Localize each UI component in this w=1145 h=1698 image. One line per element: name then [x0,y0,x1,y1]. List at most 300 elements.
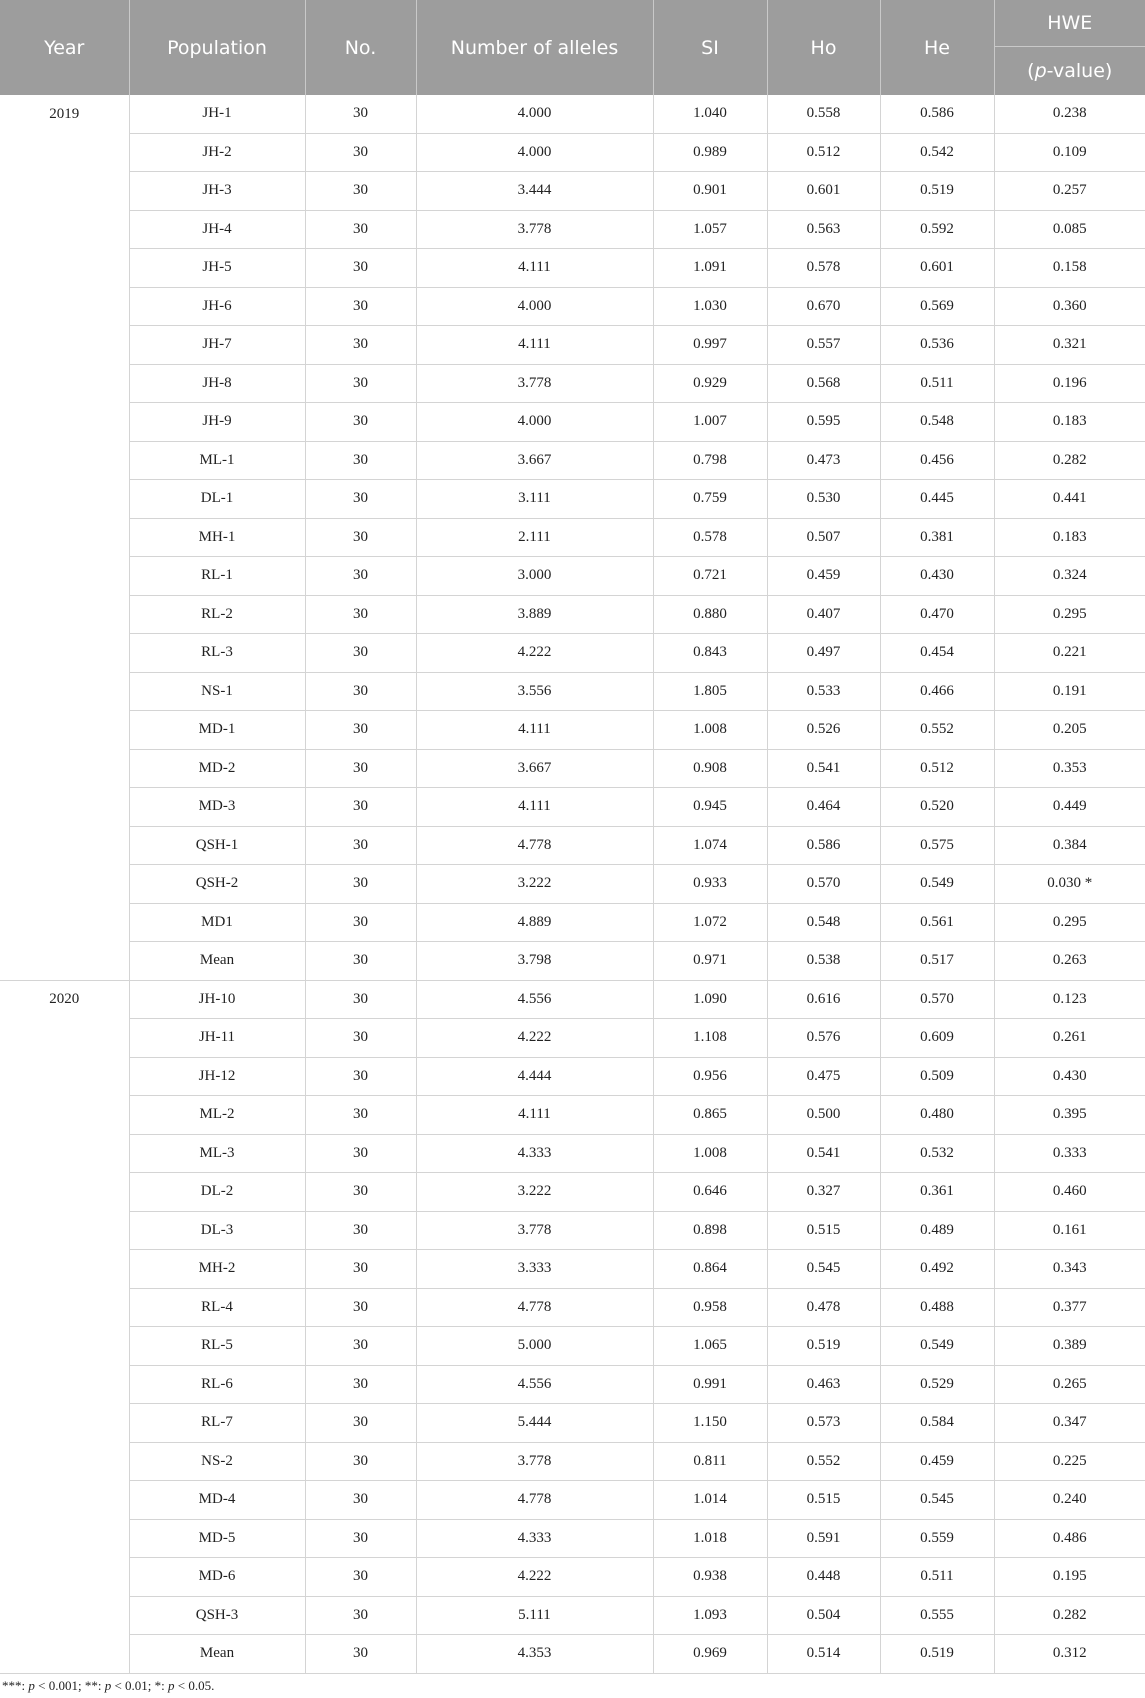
cell-population: JH-5 [129,249,305,288]
cell-ho: 0.586 [767,826,880,865]
cell-number-of-alleles: 4.000 [416,133,653,172]
cell-hwe: 0.295 [994,595,1145,634]
cell-he: 0.532 [880,1134,994,1173]
cell-no: 30 [305,1211,416,1250]
cell-hwe: 0.395 [994,1096,1145,1135]
cell-year [0,403,129,442]
cell-population: MD-6 [129,1558,305,1597]
cell-population: NS-1 [129,672,305,711]
cell-number-of-alleles: 4.778 [416,1288,653,1327]
table-row [0,1519,1145,1558]
cell-year [0,1404,129,1443]
cell-he: 0.470 [880,595,994,634]
cell-he: 0.512 [880,749,994,788]
cell-year [0,364,129,403]
cell-population: QSH-1 [129,826,305,865]
table-row [0,826,1145,865]
cell-year [0,172,129,211]
cell-he: 0.555 [880,1596,994,1635]
cell-year [0,1596,129,1635]
cell-year [0,1481,129,1520]
cell-population: QSH-3 [129,1596,305,1635]
cell-year [0,1057,129,1096]
cell-hwe: 0.389 [994,1327,1145,1366]
cell-si: 0.969 [653,1635,767,1674]
cell-number-of-alleles: 3.667 [416,441,653,480]
table-row [0,749,1145,788]
table-row [0,1211,1145,1250]
cell-ho: 0.459 [767,557,880,596]
cell-number-of-alleles: 3.111 [416,480,653,519]
cell-population: RL-7 [129,1404,305,1443]
cell-hwe: 0.221 [994,634,1145,673]
cell-number-of-alleles: 4.778 [416,1481,653,1520]
cell-hwe: 0.191 [994,672,1145,711]
table-row [0,1096,1145,1135]
table-body [0,95,1145,1673]
table-row [0,942,1145,981]
cell-he: 0.536 [880,326,994,365]
cell-hwe: 0.282 [994,441,1145,480]
cell-ho: 0.568 [767,364,880,403]
table-row [0,326,1145,365]
cell-ho: 0.512 [767,133,880,172]
cell-year [0,287,129,326]
header-number-of-alleles: Number of alleles [416,0,653,95]
cell-ho: 0.473 [767,441,880,480]
cell-year [0,480,129,519]
cell-hwe: 0.158 [994,249,1145,288]
cell-si: 1.065 [653,1327,767,1366]
table-header [0,0,1145,95]
cell-year [0,749,129,788]
cell-no: 30 [305,249,416,288]
cell-year [0,1327,129,1366]
footnote-text-4: < 0.05. [174,1677,215,1693]
cell-no: 30 [305,634,416,673]
cell-population: JH-6 [129,287,305,326]
cell-ho: 0.670 [767,287,880,326]
cell-ho: 0.475 [767,1057,880,1096]
cell-population: JH-1 [129,95,305,133]
cell-hwe: 0.196 [994,364,1145,403]
cell-year [0,1288,129,1327]
cell-population: RL-4 [129,1288,305,1327]
table-row [0,1288,1145,1327]
cell-ho: 0.591 [767,1519,880,1558]
cell-he: 0.361 [880,1173,994,1212]
cell-year [0,711,129,750]
cell-he: 0.559 [880,1519,994,1558]
cell-year [0,1519,129,1558]
cell-si: 1.007 [653,403,767,442]
table-row [0,672,1145,711]
cell-si: 0.901 [653,172,767,211]
table-row [0,1558,1145,1597]
cell-year [0,441,129,480]
cell-hwe: 0.263 [994,942,1145,981]
cell-no: 30 [305,403,416,442]
footnote-text-1: ***: [2,1677,29,1693]
cell-year [0,826,129,865]
cell-population: ML-2 [129,1096,305,1135]
cell-si: 1.030 [653,287,767,326]
cell-population: MD1 [129,903,305,942]
cell-ho: 0.578 [767,249,880,288]
cell-year [0,903,129,942]
cell-population: JH-9 [129,403,305,442]
table-row [0,287,1145,326]
cell-hwe: 0.183 [994,518,1145,557]
cell-population: QSH-2 [129,865,305,904]
cell-no: 30 [305,1635,416,1674]
cell-ho: 0.464 [767,788,880,827]
cell-population: MD-4 [129,1481,305,1520]
table-row [0,557,1145,596]
cell-number-of-alleles: 4.111 [416,249,653,288]
cell-ho: 0.448 [767,1558,880,1597]
cell-si: 1.014 [653,1481,767,1520]
cell-no: 30 [305,826,416,865]
cell-ho: 0.515 [767,1481,880,1520]
cell-population: RL-2 [129,595,305,634]
cell-year [0,1173,129,1212]
cell-he: 0.511 [880,1558,994,1597]
cell-he: 0.489 [880,1211,994,1250]
cell-no: 30 [305,1365,416,1404]
cell-he: 0.542 [880,133,994,172]
cell-population: MH-2 [129,1250,305,1289]
cell-year [0,788,129,827]
cell-si: 0.798 [653,441,767,480]
cell-no: 30 [305,1596,416,1635]
cell-si: 0.938 [653,1558,767,1597]
cell-si: 1.090 [653,980,767,1019]
cell-hwe: 0.377 [994,1288,1145,1327]
cell-si: 1.093 [653,1596,767,1635]
cell-si: 0.991 [653,1365,767,1404]
cell-hwe: 0.123 [994,980,1145,1019]
footnote-p-3: p [168,1677,175,1693]
table-row [0,1250,1145,1289]
cell-he: 0.569 [880,287,994,326]
cell-population: JH-8 [129,364,305,403]
cell-ho: 0.548 [767,903,880,942]
cell-no: 30 [305,1481,416,1520]
cell-no: 30 [305,1519,416,1558]
cell-number-of-alleles: 4.111 [416,1096,653,1135]
cell-si: 0.933 [653,865,767,904]
cell-number-of-alleles: 4.222 [416,1019,653,1058]
cell-population: JH-2 [129,133,305,172]
header-population: Population [129,0,305,95]
cell-hwe: 0.353 [994,749,1145,788]
cell-si: 0.865 [653,1096,767,1135]
cell-ho: 0.327 [767,1173,880,1212]
cell-number-of-alleles: 5.111 [416,1596,653,1635]
cell-number-of-alleles: 4.000 [416,95,653,133]
cell-hwe: 0.295 [994,903,1145,942]
cell-ho: 0.514 [767,1635,880,1674]
cell-number-of-alleles: 3.444 [416,172,653,211]
cell-si: 0.578 [653,518,767,557]
cell-no: 30 [305,172,416,211]
cell-year [0,634,129,673]
table-row [0,788,1145,827]
cell-he: 0.549 [880,1327,994,1366]
cell-number-of-alleles: 4.222 [416,634,653,673]
cell-ho: 0.500 [767,1096,880,1135]
cell-no: 30 [305,1173,416,1212]
cell-ho: 0.519 [767,1327,880,1366]
cell-si: 1.091 [653,249,767,288]
cell-number-of-alleles: 4.353 [416,1635,653,1674]
cell-ho: 0.478 [767,1288,880,1327]
cell-si: 1.072 [653,903,767,942]
footnote-text-2: < 0.001; **: [34,1677,105,1693]
cell-ho: 0.616 [767,980,880,1019]
footnote [0,1674,1145,1694]
table-row [0,1365,1145,1404]
table-row [0,1404,1145,1443]
table-row [0,1019,1145,1058]
cell-number-of-alleles: 4.222 [416,1558,653,1597]
cell-si: 0.958 [653,1288,767,1327]
cell-si: 1.018 [653,1519,767,1558]
cell-no: 30 [305,133,416,172]
table-row [0,1327,1145,1366]
cell-no: 30 [305,1327,416,1366]
table-row [0,249,1145,288]
cell-number-of-alleles: 3.778 [416,1211,653,1250]
cell-he: 0.509 [880,1057,994,1096]
cell-si: 0.843 [653,634,767,673]
cell-hwe: 0.430 [994,1057,1145,1096]
cell-no: 30 [305,1096,416,1135]
cell-ho: 0.541 [767,1134,880,1173]
cell-number-of-alleles: 3.222 [416,865,653,904]
cell-population: JH-12 [129,1057,305,1096]
cell-he: 0.520 [880,788,994,827]
cell-no: 30 [305,1057,416,1096]
cell-hwe: 0.347 [994,1404,1145,1443]
table-row [0,595,1145,634]
cell-hwe: 0.384 [994,826,1145,865]
cell-si: 1.057 [653,210,767,249]
cell-hwe: 0.183 [994,403,1145,442]
cell-hwe: 0.085 [994,210,1145,249]
cell-he: 0.430 [880,557,994,596]
cell-he: 0.529 [880,1365,994,1404]
cell-number-of-alleles: 5.000 [416,1327,653,1366]
cell-year [0,133,129,172]
cell-year [0,1442,129,1481]
cell-hwe: 0.360 [994,287,1145,326]
cell-si: 0.646 [653,1173,767,1212]
cell-no: 30 [305,518,416,557]
cell-si: 1.074 [653,826,767,865]
table-row [0,1442,1145,1481]
cell-he: 0.592 [880,210,994,249]
cell-population: JH-3 [129,172,305,211]
cell-number-of-alleles: 4.333 [416,1519,653,1558]
cell-number-of-alleles: 4.000 [416,403,653,442]
table-row [0,210,1145,249]
cell-year: 2019 [0,95,129,133]
cell-hwe: 0.195 [994,1558,1145,1597]
cell-number-of-alleles: 4.556 [416,1365,653,1404]
cell-si: 0.929 [653,364,767,403]
cell-ho: 0.558 [767,95,880,133]
cell-si: 0.759 [653,480,767,519]
cell-population: MD-2 [129,749,305,788]
cell-si: 1.008 [653,1134,767,1173]
cell-no: 30 [305,711,416,750]
cell-no: 30 [305,1250,416,1289]
cell-no: 30 [305,95,416,133]
cell-hwe: 0.486 [994,1519,1145,1558]
cell-number-of-alleles: 4.111 [416,711,653,750]
cell-si: 0.864 [653,1250,767,1289]
cell-hwe: 0.225 [994,1442,1145,1481]
cell-population: DL-1 [129,480,305,519]
header-no: No. [305,0,416,95]
cell-si: 0.721 [653,557,767,596]
table-row [0,865,1145,904]
cell-ho: 0.557 [767,326,880,365]
cell-ho: 0.526 [767,711,880,750]
cell-si: 0.908 [653,749,767,788]
cell-number-of-alleles: 4.444 [416,1057,653,1096]
cell-he: 0.480 [880,1096,994,1135]
cell-no: 30 [305,788,416,827]
cell-year [0,595,129,634]
cell-number-of-alleles: 4.778 [416,826,653,865]
cell-he: 0.548 [880,403,994,442]
cell-si: 0.880 [653,595,767,634]
cell-ho: 0.533 [767,672,880,711]
cell-ho: 0.504 [767,1596,880,1635]
cell-population: DL-3 [129,1211,305,1250]
cell-ho: 0.541 [767,749,880,788]
cell-ho: 0.515 [767,1211,880,1250]
cell-no: 30 [305,480,416,519]
cell-hwe: 0.238 [994,95,1145,133]
cell-number-of-alleles: 3.778 [416,210,653,249]
cell-si: 0.945 [653,788,767,827]
cell-ho: 0.563 [767,210,880,249]
cell-he: 0.445 [880,480,994,519]
header-si: SI [653,0,767,95]
cell-population: RL-3 [129,634,305,673]
table-row [0,518,1145,557]
cell-hwe: 0.449 [994,788,1145,827]
cell-no: 30 [305,749,416,788]
cell-ho: 0.407 [767,595,880,634]
cell-no: 30 [305,441,416,480]
cell-no: 30 [305,980,416,1019]
cell-population: ML-3 [129,1134,305,1173]
cell-number-of-alleles: 4.111 [416,326,653,365]
cell-population: RL-6 [129,1365,305,1404]
cell-he: 0.517 [880,942,994,981]
table-row [0,1173,1145,1212]
cell-hwe: 0.321 [994,326,1145,365]
cell-he: 0.545 [880,1481,994,1520]
cell-year [0,1250,129,1289]
cell-si: 0.956 [653,1057,767,1096]
cell-he: 0.552 [880,711,994,750]
header-hwe: HWE [994,0,1145,47]
cell-number-of-alleles: 3.556 [416,672,653,711]
cell-ho: 0.595 [767,403,880,442]
cell-population: RL-5 [129,1327,305,1366]
cell-no: 30 [305,210,416,249]
cell-number-of-alleles: 5.444 [416,1404,653,1443]
cell-he: 0.586 [880,95,994,133]
cell-year: 2020 [0,980,129,1019]
cell-he: 0.519 [880,1635,994,1674]
cell-no: 30 [305,364,416,403]
cell-number-of-alleles: 4.556 [416,980,653,1019]
cell-number-of-alleles: 4.333 [416,1134,653,1173]
cell-hwe: 0.161 [994,1211,1145,1250]
cell-he: 0.561 [880,903,994,942]
cell-he: 0.492 [880,1250,994,1289]
table-row [0,1635,1145,1674]
cell-hwe: 0.261 [994,1019,1145,1058]
cell-no: 30 [305,1019,416,1058]
table-row [0,441,1145,480]
cell-year [0,1096,129,1135]
cell-number-of-alleles: 3.778 [416,364,653,403]
cell-no: 30 [305,595,416,634]
cell-population: DL-2 [129,1173,305,1212]
cell-ho: 0.545 [767,1250,880,1289]
cell-hwe: 0.265 [994,1365,1145,1404]
cell-ho: 0.497 [767,634,880,673]
cell-year [0,557,129,596]
cell-si: 1.008 [653,711,767,750]
table-row [0,634,1145,673]
cell-no: 30 [305,672,416,711]
cell-he: 0.570 [880,980,994,1019]
cell-year [0,1019,129,1058]
table-row [0,133,1145,172]
cell-number-of-alleles: 3.798 [416,942,653,981]
cell-year [0,1365,129,1404]
cell-hwe: 0.030 * [994,865,1145,904]
cell-hwe: 0.312 [994,1635,1145,1674]
cell-si: 0.989 [653,133,767,172]
cell-si: 0.811 [653,1442,767,1481]
cell-population: JH-10 [129,980,305,1019]
cell-si: 1.108 [653,1019,767,1058]
cell-hwe: 0.109 [994,133,1145,172]
cell-hwe: 0.441 [994,480,1145,519]
cell-he: 0.466 [880,672,994,711]
cell-ho: 0.601 [767,172,880,211]
table-row [0,980,1145,1019]
cell-year [0,865,129,904]
cell-ho: 0.570 [767,865,880,904]
cell-no: 30 [305,1288,416,1327]
table-row [0,364,1145,403]
table-row [0,711,1145,750]
cell-number-of-alleles: 3.667 [416,749,653,788]
cell-population: JH-7 [129,326,305,365]
cell-number-of-alleles: 3.778 [416,1442,653,1481]
